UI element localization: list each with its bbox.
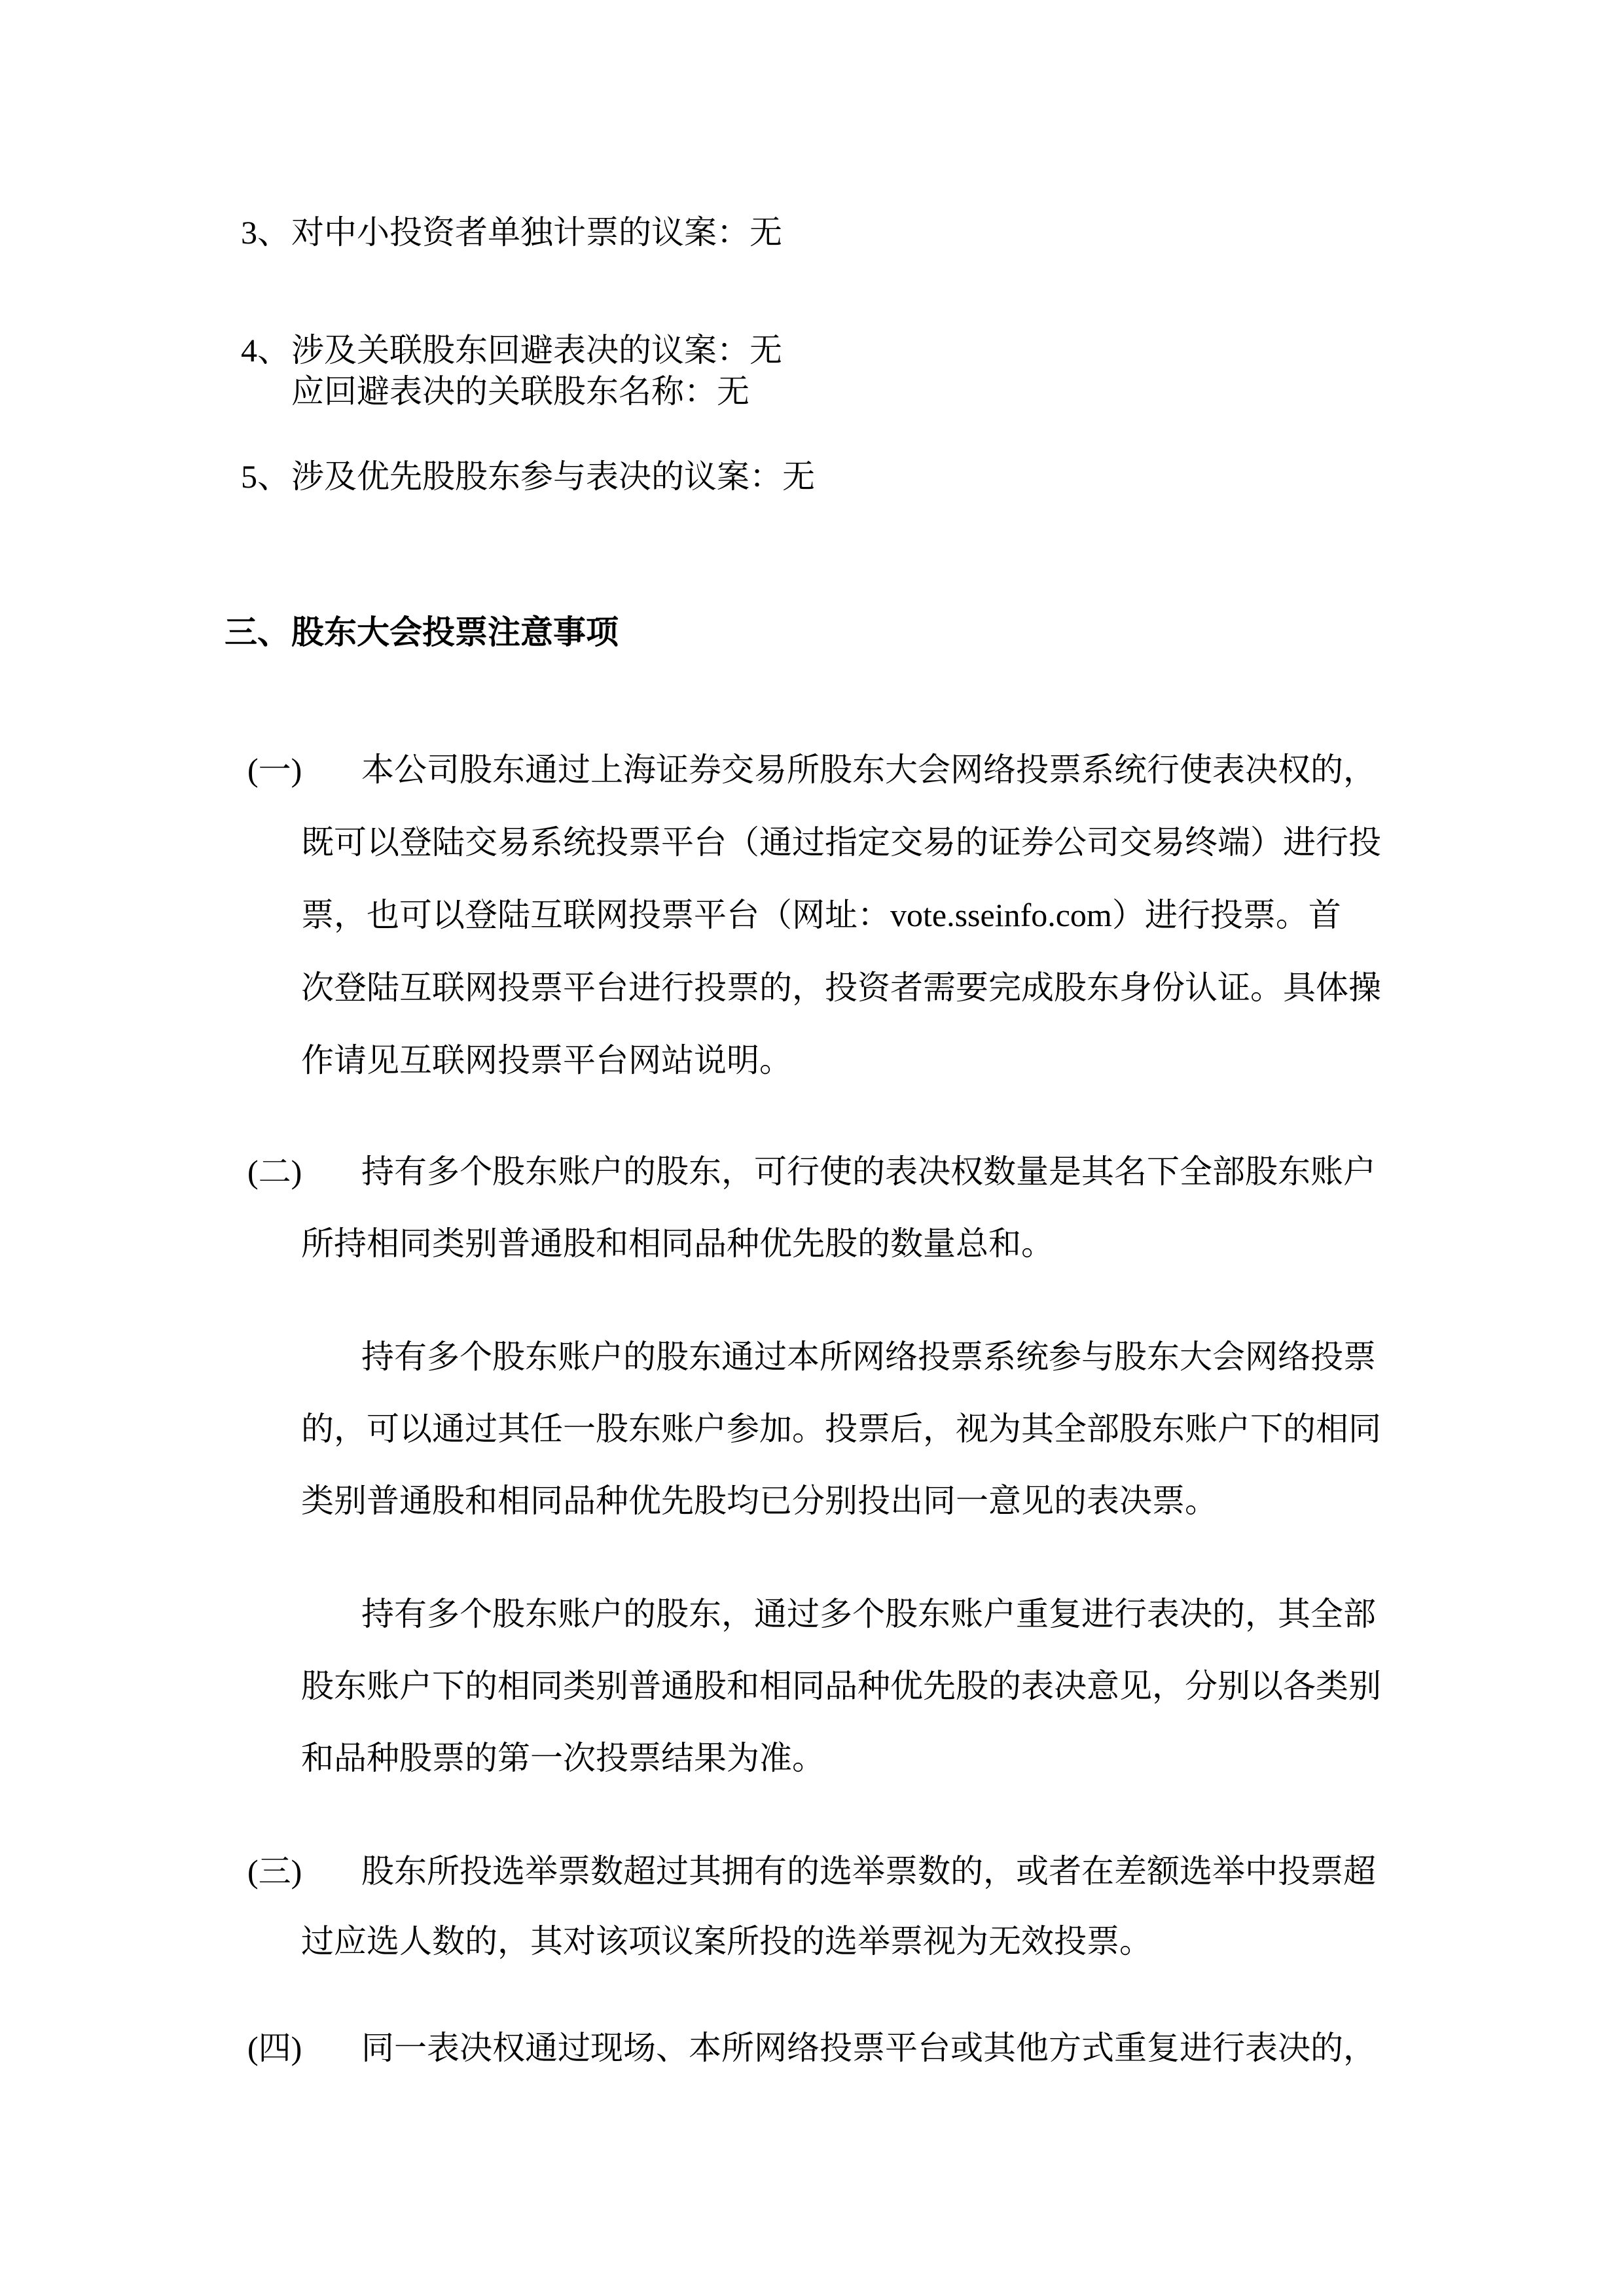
list-item-4-text-line-2: 应回避表决的关联股东名称：无 <box>291 373 749 410</box>
paragraph-2-line-1: 持有多个股东账户的股东，可行使的表决权数量是其名下全部股东账户 <box>361 1153 1376 1190</box>
paragraph-3-line-2: 的，可以通过其任一股东账户参加。投票后，视为其全部股东账户下的相同 <box>301 1410 1381 1447</box>
paragraph-5-line-1: 股东所投选举票数超过其拥有的选举票数的，或者在差额选举中投票超 <box>361 1853 1376 1890</box>
paragraph-2-line-2: 所持相同类别普通股和相同品种优先股的数量总和。 <box>301 1225 1054 1262</box>
paragraph-5-line-2: 过应选人数的，其对该项议案所投的选举票视为无效投票。 <box>301 1923 1152 1960</box>
paragraph-2-marker: (二) <box>247 1153 302 1190</box>
paragraph-4-line-1: 持有多个股东账户的股东，通过多个股东账户重复进行表决的，其全部 <box>361 1596 1376 1632</box>
paragraph-6-marker: (四) <box>247 2030 302 2066</box>
paragraph-6-line-1: 同一表决权通过现场、本所网络投票平台或其他方式重复进行表决的， <box>361 2030 1376 2066</box>
paragraph-1-line-2: 既可以登陆交易系统投票平台（通过指定交易的证券公司交易终端）进行投 <box>301 824 1381 861</box>
list-item-5-number: 5、 <box>241 458 290 495</box>
list-item-3-text: 对中小投资者单独计票的议案：无 <box>291 214 782 251</box>
paragraph-3-line-1: 持有多个股东账户的股东通过本所网络投票系统参与股东大会网络投票 <box>361 1338 1376 1375</box>
section-heading-number: 三、 <box>225 614 290 651</box>
list-item-4-text-line-1: 涉及关联股东回避表决的议案：无 <box>291 332 782 368</box>
paragraph-1-line-4: 次登陆互联网投票平台进行投票的，投资者需要完成股东身份认证。具体操 <box>301 969 1381 1006</box>
list-item-5-text: 涉及优先股股东参与表决的议案：无 <box>291 458 815 495</box>
paragraph-4-line-3: 和品种股票的第一次投票结果为准。 <box>301 1740 825 1776</box>
paragraph-1-marker: (一) <box>247 751 302 788</box>
list-item-3-number: 3、 <box>241 214 290 251</box>
paragraph-1-line-5: 作请见互联网投票平台网站说明。 <box>301 1042 792 1079</box>
paragraph-4-line-2: 股东账户下的相同类别普通股和相同品种优先股的表决意见，分别以各类别 <box>301 1668 1381 1704</box>
paragraph-1-line-3: 票，也可以登陆互联网投票平台（网址：vote.sseinfo.com）进行投票。首 <box>301 897 1341 933</box>
list-item-4-number: 4、 <box>241 332 290 368</box>
paragraph-1-line-1: 本公司股东通过上海证券交易所股东大会网络投票系统行使表决权的， <box>361 751 1376 788</box>
section-heading-title: 股东大会投票注意事项 <box>291 614 619 651</box>
paragraph-5-marker: (三) <box>247 1853 302 1890</box>
paragraph-3-line-3: 类别普通股和相同品种优先股均已分别投出同一意见的表决票。 <box>301 1482 1218 1519</box>
